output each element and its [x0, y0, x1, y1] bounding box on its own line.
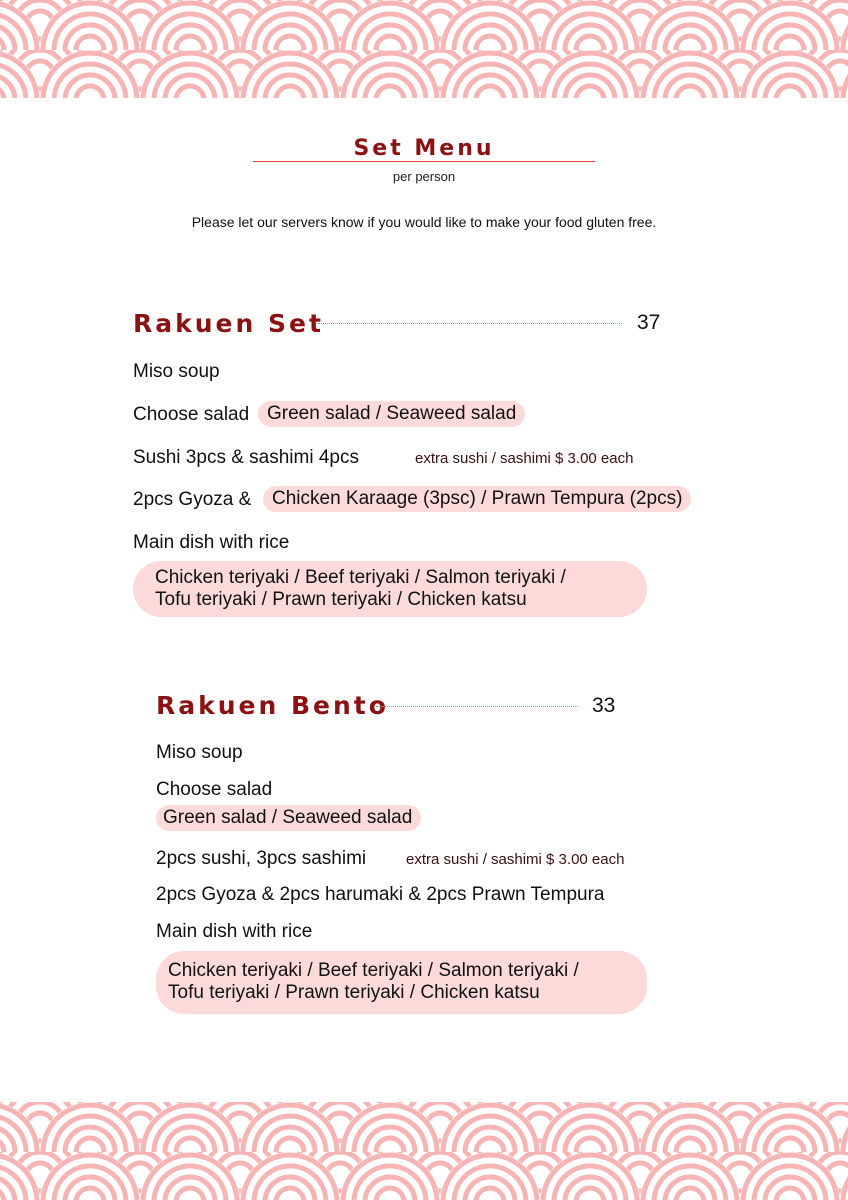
item-sushi-sashimi: 2pcs sushi, 3pcs sashimi — [156, 848, 367, 869]
price-rakuen-set: 37 — [637, 311, 661, 334]
item-gyoza: 2pcs Gyoza & — [133, 489, 252, 510]
item-choose-salad: Choose salad — [156, 779, 273, 800]
item-main-dish: Main dish with rice — [156, 921, 313, 942]
main-dish-options-pill — [156, 951, 647, 1014]
salad-options-pill: Green salad / Seaweed salad — [156, 805, 421, 831]
price-rakuen-bento: 33 — [592, 694, 616, 717]
page-title: Set Menu — [353, 136, 495, 161]
main-options-line-1: Chicken teriyaki / Beef teriyaki / Salmon teriyaki / — [168, 960, 579, 981]
item-sushi-sashimi: Sushi 3pcs & sashimi 4pcs — [133, 447, 359, 468]
gluten-free-notice: Please let our servers know if you would like to make your food gluten free. — [191, 214, 657, 230]
main-options-line-2: Tofu teriyaki / Prawn teriyaki / Chicken katsu — [155, 589, 527, 610]
wave-pattern-bottom — [0, 1102, 848, 1200]
main-options-line-2: Tofu teriyaki / Prawn teriyaki / Chicken katsu — [168, 982, 540, 1003]
dotted-leader — [318, 323, 622, 324]
item-gyoza: 2pcs Gyoza & 2pcs harumaki & 2pcs Prawn Tempura — [156, 884, 605, 905]
extra-sushi-note: extra sushi / sashimi $ 3.00 each — [415, 450, 634, 467]
page-subtitle: per person — [392, 169, 456, 184]
main-options-line-1: Chicken teriyaki / Beef teriyaki / Salmon teriyaki / — [155, 567, 566, 588]
section-title-rakuen-set: Rakuen Set — [133, 309, 324, 338]
extra-sushi-note: extra sushi / sashimi $ 3.00 each — [406, 851, 625, 868]
salad-options-pill: Green salad / Seaweed salad — [258, 401, 525, 427]
item-miso-soup: Miso soup — [156, 742, 243, 763]
item-miso-soup: Miso soup — [133, 361, 220, 382]
item-main-dish: Main dish with rice — [133, 532, 290, 553]
dotted-leader — [376, 706, 578, 707]
section-title-rakuen-bento: Rakuen Bento — [156, 691, 389, 720]
main-dish-options-pill — [133, 561, 647, 617]
gyoza-options-pill: Chicken Karaage (3psc) / Prawn Tempura (2pcs) — [263, 486, 691, 512]
title-underline — [253, 161, 595, 162]
item-choose-salad: Choose salad — [133, 404, 250, 425]
wave-pattern-top — [0, 0, 848, 98]
